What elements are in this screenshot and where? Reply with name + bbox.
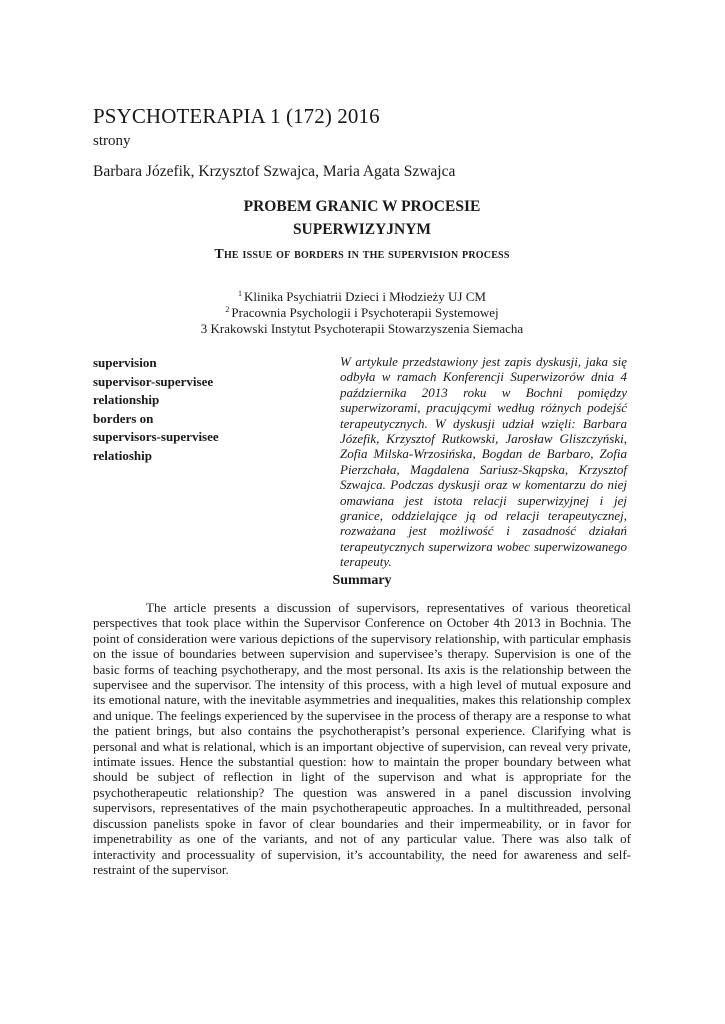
keyword: supervisor-supervisee	[93, 373, 214, 389]
affiliation-text: Klinika Psychiatrii Dzieci i Młodzieży UJ CM	[244, 289, 486, 304]
affiliation-text: Pracownia Psychologii i Psychoterapii Systemowej	[231, 305, 499, 320]
keyword: supervisors-supervisee	[93, 429, 219, 444]
keyword: borders on	[93, 410, 154, 426]
summary-body: The article presents a discussion of supervisors, representatives of various theoretical perspectives that took place within the Supervisor Conference on October 4th 2013 in Bochnia. The point of consideration were various depictions of the supervisory relationship, with particular emphasis on the issue of boundaries between supervision and supervisee’s therapy. Supervision is one of the basic forms of teaching psychotherapy, and the most personal. Its axis is the relationship between the supervisee and the supervisor. The intensity of this process, with a high level of mutual exposure and its emotional nature, with the inevitable asymmetries and inequalities, makes this relationship complex and unique. The feelings experienced by the supervisee in the process of therapy are a response to what the patient brings, but also contains the psychotherapist’s personal experience. Clarifying what is personal and what is relational, which is an important objective of supervision, can reveal very private, intimate issues. Hence the substantial question: how to maintain the proper boundary between what should be subject of reflection in light of the supervison and what is appropriate for the psychotherapeutic relationship? The question was answered in a panel discussion involving supervisors, representatives of the main psychotherapeutic approaches. In a multithreaded, personal discussion panelists spoke in favor of clear boundaries and their impermeability, or in favor for impenetrability as one of the variants, and not of any particular value. There was also talk of interactivity and processuality of supervision, it’s accountability, the need for awareness and self-restraint of the supervisor.	[93, 600, 631, 877]
affiliation-text: 3 Krakowski Instytut Psychoterapii Stowarzyszenia Siemacha	[200, 321, 524, 336]
author-list: Barbara Józefik, Krzysztof Szwajca, Maria Agata Szwajca	[93, 163, 456, 180]
article-title-line-1: PROBEM GRANIC W PROCESIE	[243, 198, 481, 215]
affiliation-1	[93, 289, 631, 305]
keyword: supervision	[93, 355, 157, 370]
polish-abstract: W artykule przedstawiony jest zapis dyskusji, jaka się odbyła w ramach Konferencji Superwizorów dnia 4 października 2013 roku w Bochni pomiędzy superwizorami, pracującymi według różnych podejść terapeutycznych. W dyskusji udział wzięli: Barbara Józefik, Krzysztof Rutkowski, Jarosław Gliszczyński, Zofia Milska-Wrzosińska, Bogdan de Barbaro, Zofia Pierzchała, Magdalena Sariusz-Skąpska, Krzysztof Szwajca. Podczas dyskusji oraz w komentarzu do niej omawiana jest istota relacji superwizyjnej i jej granice, oddzielające ją od relacji terapeutycznej, rozważana jest możliwość i zasadność działań terapeutycznych superwizora wobec superwizowanego terapeuty.	[340, 354, 627, 570]
affiliation-3	[93, 321, 631, 337]
keyword-list	[93, 354, 293, 465]
page-range: strony	[93, 133, 131, 149]
journal-title: PSYCHOTERAPIA 1 (172) 2016	[93, 104, 380, 128]
keyword: relatioship	[93, 447, 152, 463]
keyword: relationship	[93, 392, 160, 407]
affiliation-mark: 2	[225, 305, 230, 314]
summary-heading: Summary	[332, 573, 392, 588]
affiliation-mark: 1	[238, 289, 243, 298]
affiliation-2	[93, 305, 631, 321]
article-title-line-2: SUPERWIZYJNYM	[292, 221, 432, 238]
english-title: The issue of borders in the supervision process	[214, 247, 510, 262]
